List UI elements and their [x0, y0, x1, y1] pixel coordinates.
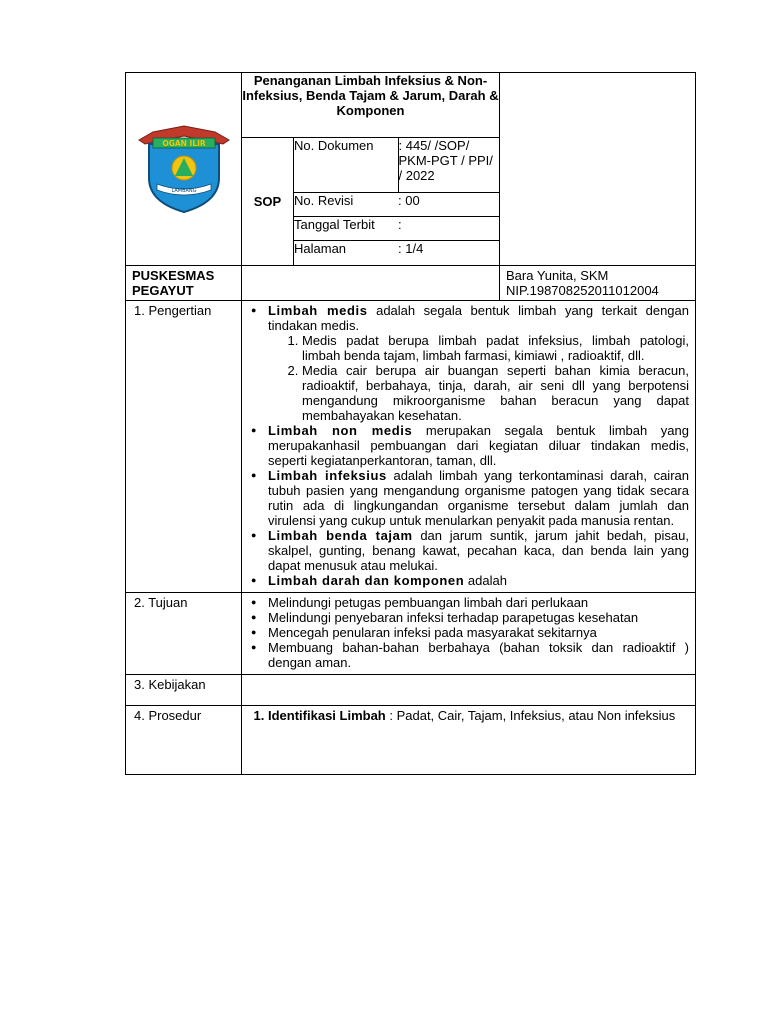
section-pengertian [242, 301, 696, 593]
section-prosedur [242, 706, 696, 775]
publish-date-value: : [398, 216, 499, 240]
document-title: Penanganan Limbah Infeksius & Non-Infeksius, Benda Tajam & Jarum, Darah & Komponen [242, 73, 500, 138]
signer [500, 266, 696, 301]
identity-blank [242, 266, 500, 301]
revision-label: No. Revisi [294, 192, 398, 216]
section-label-prosedur: 4. Prosedur [126, 706, 242, 775]
sop-label: SOP [242, 138, 294, 266]
section-tujuan [242, 593, 696, 675]
list-item: 2. Media cair berupa air buangan seperti bahan kimia beracun, radioaktif, berbahaya, tinja, darah, air seni dll yang berpotensi mengandung mikroorganisme bahan beracun yang dapat membahayakan kesehatan. [302, 363, 689, 423]
meta-cell [294, 138, 500, 266]
header-right-blank [500, 73, 696, 266]
sop-table [125, 72, 696, 775]
list-item: ● Limbah non medis merupakan segala bentuk limbah yang merupakanhasil pembuangan dari kegiatan diluar tindakan medis, seperti kegiatanperkantoran, taman, dll. [248, 423, 689, 468]
section-kebijakan [242, 675, 696, 706]
doc-number-label: No. Dokumen [294, 138, 398, 192]
svg-text:OGAN ILIR: OGAN ILIR [161, 138, 206, 148]
section-label-pengertian: 1. Pengertian [126, 301, 242, 593]
list-item: ● Limbah benda tajam dan jarum suntik, jarum jahit bedah, pisau, skalpel, gunting, benang kawat, pecahan kaca, dan benda lain yang dapat menusuk atau melukai. [248, 528, 689, 573]
list-item: 1. Identifikasi Limbah : Padat, Cair, Tajam, Infeksius, atau Non infeksius [268, 708, 689, 723]
doc-number-value: : 445/ /SOP/ PKM-PGT / PPI/ / 2022 [398, 138, 499, 192]
page-label: Halaman [294, 240, 398, 262]
section-label-tujuan: 2. Tujuan [126, 593, 242, 675]
ogan-ilir-logo-icon [135, 120, 233, 216]
signer-name: Bara Yunita, SKM [506, 268, 609, 283]
list-item: ● Limbah medis adalah segala bentuk limbah yang terkait dengan tindakan medis. 1. Medis padat berupa limbah padat infeksius, limbah patologi, limbah benda tajam, limbah farmasi, kimiawi , radioaktif, dll. 2. Media cair berupa air buangan seperti bahan kimia beracun, radioaktif, berbahaya, tinja, darah, air seni dll yang berpotensi mengandung mikroorganisme bahan beracun yang dapat membahayakan kesehatan. [248, 303, 689, 423]
signer-nip: NIP.198708252011012004 [506, 283, 659, 298]
list-item: ● Melindungi penyebaran infeksi terhadap parapetugas kesehatan [248, 610, 689, 625]
list-item: 1. Medis padat berupa limbah padat infeksius, limbah patologi, limbah benda tajam, limbah farmasi, kimiawi , radioaktif, dll. [302, 333, 689, 363]
list-item: ● Melindungi petugas pembuangan limbah dari perlukaan [248, 595, 689, 610]
svg-text:LAMBANG: LAMBANG [170, 187, 197, 194]
list-item: ● Limbah infeksius adalah limbah yang terkontaminasi darah, cairan tubuh pasien yang mengandung organisme patogen yang tidak secara rutin ada di lingkungandan organisme tersebut dalam jumlah dan virulensi yang cukup untuk menularkan penyakit pada manusia rentan. [248, 468, 689, 528]
list-item: ● Mencegah penularan infeksi pada masyarakat sekitarnya [248, 625, 689, 640]
sop-document [125, 72, 695, 775]
logo-cell [126, 73, 242, 266]
list-item: ● Membuang bahan-bahan berbahaya (bahan toksik dan radioaktif ) dengan aman. [248, 640, 689, 670]
puskesmas-name: PUSKESMAS PEGAYUT [126, 266, 242, 301]
section-label-kebijakan: 3. Kebijakan [126, 675, 242, 706]
meta-table [294, 138, 499, 262]
revision-value: : 00 [398, 192, 499, 216]
publish-date-label: Tanggal Terbit [294, 216, 398, 240]
list-item: ● Limbah darah dan komponen adalah [248, 573, 689, 588]
page-value: : 1/4 [398, 240, 499, 262]
